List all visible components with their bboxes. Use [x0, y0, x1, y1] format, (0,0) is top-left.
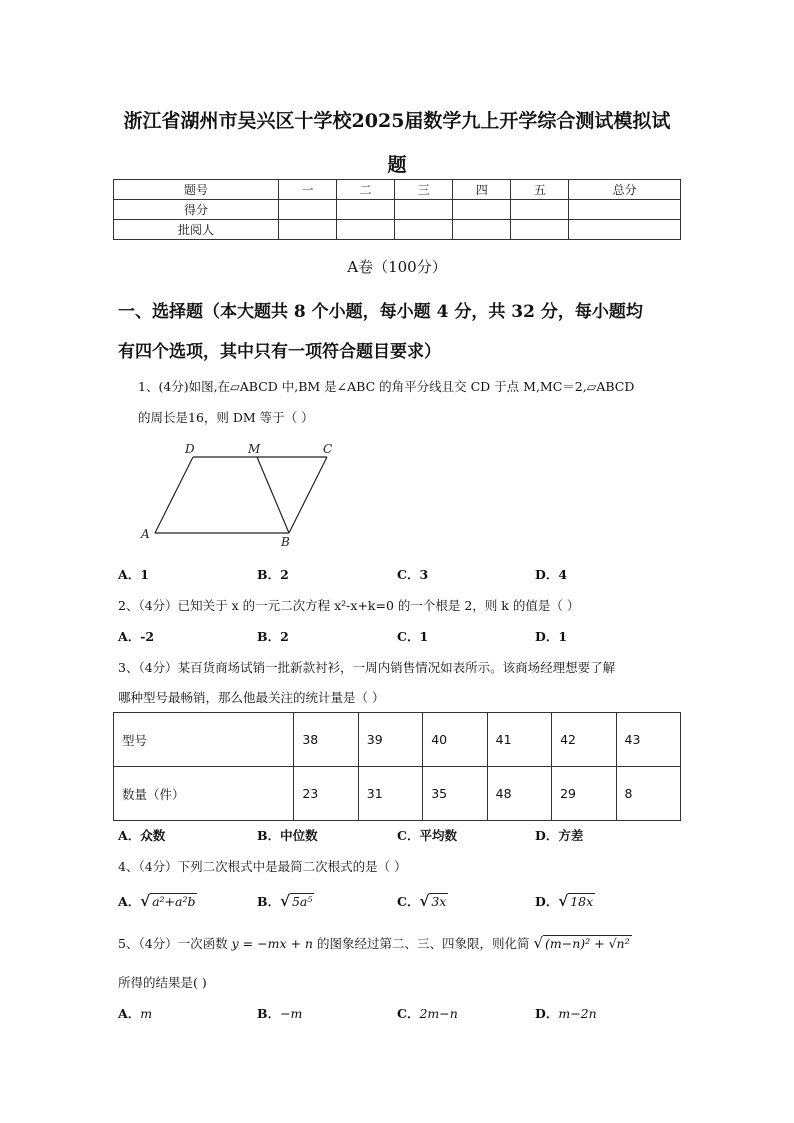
- table-cell: 23: [294, 767, 358, 821]
- table-cell: 35: [423, 767, 487, 821]
- q4-option-d[interactable]: D．√ 18x: [535, 892, 594, 910]
- table-cell: 41: [487, 713, 551, 767]
- q5-option-a[interactable]: A．m: [118, 1006, 153, 1021]
- table-cell: 38: [294, 713, 358, 767]
- sales-table: [113, 712, 681, 821]
- score-row-label: 批阅人: [114, 220, 279, 240]
- side-cb: [289, 457, 327, 533]
- label-a: A: [141, 527, 150, 541]
- q3-text-line-1: 3、（4分）某百货商场试销一批新款衬衫，一周内销售情况如表所示。该商场经理想要了解: [118, 660, 616, 675]
- q4-option-c[interactable]: C．√ 3x: [397, 892, 447, 910]
- radical-expression: 3x: [431, 894, 447, 909]
- q2-option-a[interactable]: A．-2: [118, 629, 155, 644]
- table-cell: 43: [616, 713, 680, 767]
- q2-option-d[interactable]: D．1: [535, 629, 568, 644]
- score-header: 题号: [114, 180, 279, 200]
- radical-expression: a²+a²b: [152, 894, 196, 909]
- q1-text-line-1: 1、(4分)如图,在▱ABCD 中,BM 是∠ABC 的角平分线且交 CD 于点 M,MC＝2,▱ABCD: [138, 379, 635, 394]
- label-b: B: [281, 535, 290, 549]
- q3-option-b[interactable]: B．中位数: [257, 828, 318, 843]
- q1-text-line-2: 的周长是16，则 DM 等于（ ）: [138, 410, 314, 425]
- q1-option-c[interactable]: C．3: [397, 567, 429, 582]
- table-cell: 39: [358, 713, 422, 767]
- q3-option-c[interactable]: C．平均数: [397, 828, 457, 843]
- q4-option-b[interactable]: B．√ 5a⁵: [257, 892, 313, 910]
- score-header: 一: [279, 180, 337, 200]
- parallelogram-figure: [135, 438, 345, 550]
- q3-option-d[interactable]: D．方差: [535, 828, 584, 843]
- q2-option-b[interactable]: B．2: [257, 629, 289, 644]
- segment-bm: [257, 457, 289, 533]
- score-header: 二: [337, 180, 395, 200]
- table-cell: 29: [552, 767, 616, 821]
- section-1-heading-line-1: 一、选择题（本大题共 8 个小题，每小题 4 分，共 32 分，每小题均: [118, 302, 643, 322]
- score-header: 五: [511, 180, 569, 200]
- q3-option-a[interactable]: A．众数: [118, 828, 166, 843]
- section-1-heading-line-2: 有四个选项，其中只有一项符合题目要求）: [118, 342, 441, 362]
- score-row-label: 得分: [114, 200, 279, 220]
- table-cell: 数量（件）: [114, 767, 294, 821]
- score-table-row: [114, 200, 681, 220]
- q3-text-line-2: 哪种型号最畅销，那么他最关注的统计量是（ ）: [118, 690, 385, 705]
- radical-expression: 18x: [570, 894, 594, 909]
- score-header: 总分: [569, 180, 681, 200]
- q5-text-line-1: 5、（4分）一次函数 y = −mx + n 的图象经过第二、三、四象限，则化简 √ (m−n)² + √n²: [118, 934, 630, 952]
- table-row: [114, 713, 681, 767]
- q5-text-line-2: 所得的结果是( ): [118, 975, 207, 990]
- score-table: [113, 179, 681, 240]
- q1-option-b[interactable]: B．2: [257, 567, 289, 582]
- q1-option-d[interactable]: D．4: [535, 567, 568, 582]
- table-cell: 42: [552, 713, 616, 767]
- q4-option-a[interactable]: A．√ a²+a²b: [118, 892, 196, 910]
- table-cell: 48: [487, 767, 551, 821]
- title-line-2: 题: [387, 154, 407, 176]
- q2-option-c[interactable]: C．1: [397, 629, 429, 644]
- title-line-1: 浙江省湖州市吴兴区十学校2025届数学九上开学综合测试模拟试: [123, 110, 671, 132]
- score-header: 四: [453, 180, 511, 200]
- radical-expression: 5a⁵: [291, 894, 313, 909]
- label-d: D: [185, 442, 195, 456]
- q1-option-a[interactable]: A．1: [118, 567, 149, 582]
- q5-function-expression: y = −mx + n: [231, 936, 313, 951]
- q5-option-c[interactable]: C．2m−n: [397, 1006, 458, 1021]
- table-row: [114, 767, 681, 821]
- label-m: M: [248, 442, 261, 456]
- q2-text: 2、（4分）已知关于 x 的一元二次方程 x²-x+k=0 的一个根是 2，则 k 的值是（ ）: [118, 598, 580, 613]
- volume-label: A卷（100分）: [347, 258, 447, 276]
- q5-option-d[interactable]: D．m−2n: [535, 1006, 597, 1021]
- table-cell: 型号: [114, 713, 294, 767]
- table-cell: 31: [358, 767, 422, 821]
- label-c: C: [323, 442, 333, 456]
- table-cell: 8: [616, 767, 680, 821]
- q4-text: 4、（4分）下列二次根式中是最简二次根式的是（ ）: [118, 859, 407, 874]
- side-ad: [155, 457, 193, 533]
- q5-radical-expression: (m−n)² + √n²: [545, 936, 630, 951]
- table-cell: 40: [423, 713, 487, 767]
- score-header: 三: [395, 180, 453, 200]
- score-table-header-row: [114, 180, 681, 200]
- q5-option-b[interactable]: B．−m: [257, 1006, 303, 1021]
- score-table-row: [114, 220, 681, 240]
